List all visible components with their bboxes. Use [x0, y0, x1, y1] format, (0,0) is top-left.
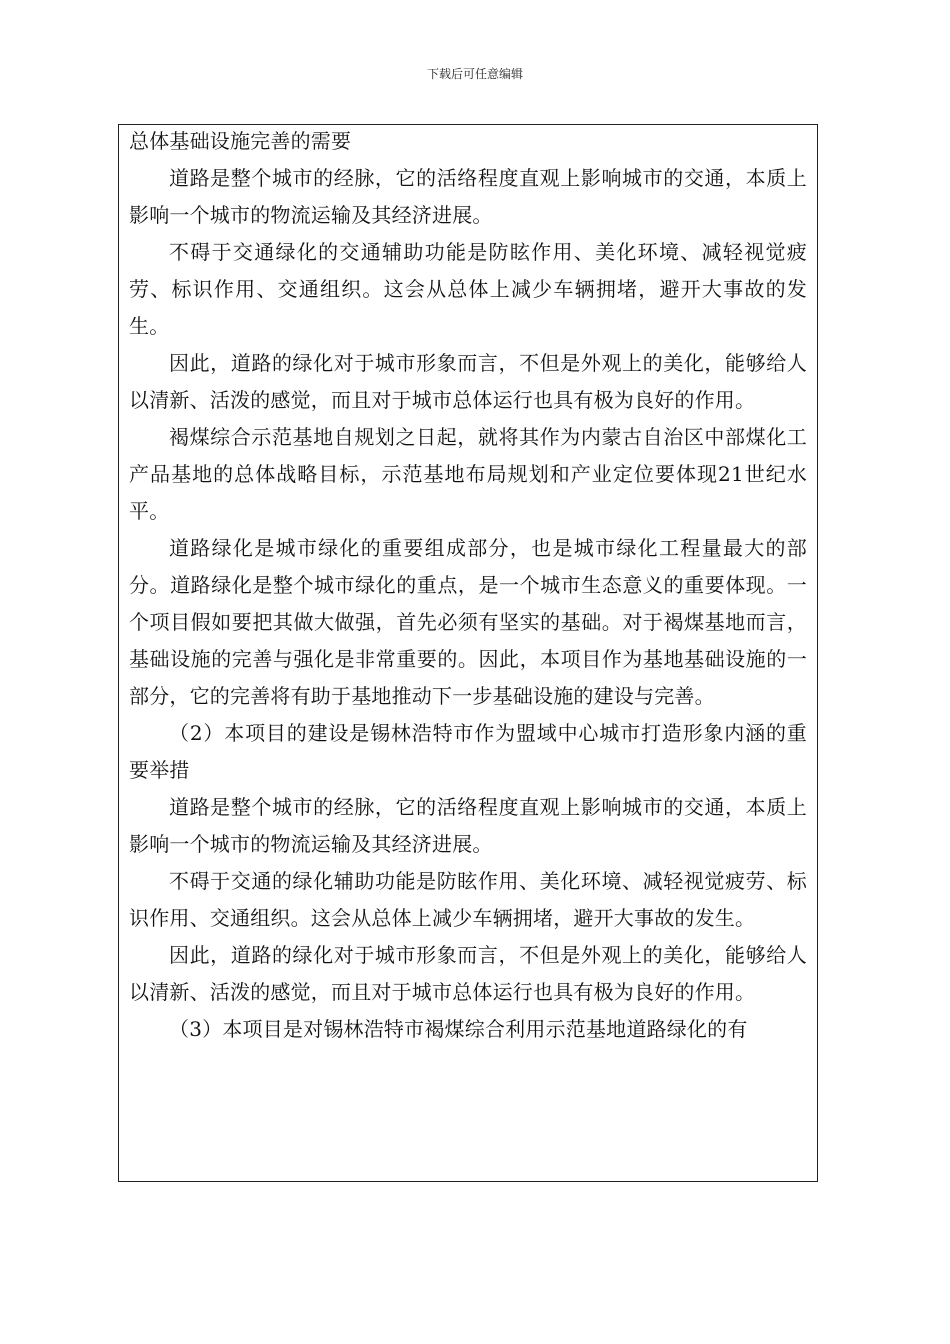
- paragraph: 道路绿化是城市绿化的重要组成部分，也是城市绿化工程量最大的部分。道路绿化是整个城市绿化的重点，是一个城市生态意义的重要体现。一个项目假如要把其做大做强，首先必须有坚实的基础。对于褐煤基地而言，基础设施的完善与强化是非常重要的。因此，本项目作为基地基础设施的一部分，它的完善将有助于基地推动下一步基础设施的建设与完善。: [129, 536, 807, 708]
- paragraph: 不碍于交通绿化的交通辅助功能是防眩作用、美化环境、减轻视觉疲劳、标识作用、交通组织。这会从总体上减少车辆拥堵，避开大事故的发生。: [129, 240, 807, 338]
- section-heading: （2）本项目的建设是锡林浩特市作为盟域中心城市打造形象内涵的重要举措: [129, 721, 807, 782]
- page-header: 下载后可任意编辑: [426, 67, 523, 81]
- paragraph: 道路是整个城市的经脉，它的活络程度直观上影响城市的交通，本质上影响一个城市的物流运输及其经济进展。: [129, 795, 807, 856]
- paragraph: 总体基础设施完善的需要: [129, 129, 352, 153]
- paragraph: 因此，道路的绿化对于城市形象而言，不但是外观上的美化，能够给人以清新、活泼的感觉，而且对于城市总体运行也具有极为良好的作用。: [129, 351, 807, 412]
- section-heading: （3）本项目是对锡林浩特市褐煤综合利用示范基地道路绿化的有: [169, 1017, 748, 1041]
- paragraph: 褐煤综合示范基地自规划之日起，就将其作为内蒙古自治区中部煤化工产品基地的总体战略目标，示范基地布局规划和产业定位要体现21世纪水平。: [129, 425, 807, 523]
- paragraph: 道路是整个城市的经脉，它的活络程度直观上影响城市的交通，本质上影响一个城市的物流运输及其经济进展。: [129, 166, 807, 227]
- paragraph: 因此，道路的绿化对于城市形象而言，不但是外观上的美化，能够给人以清新、活泼的感觉，而且对于城市总体运行也具有极为良好的作用。: [129, 943, 807, 1004]
- paragraph: 不碍于交通的绿化辅助功能是防眩作用、美化环境、减轻视觉疲劳、标识作用、交通组织。这会从总体上减少车辆拥堵，避开大事故的发生。: [129, 869, 807, 930]
- document-body: [118, 124, 818, 1182]
